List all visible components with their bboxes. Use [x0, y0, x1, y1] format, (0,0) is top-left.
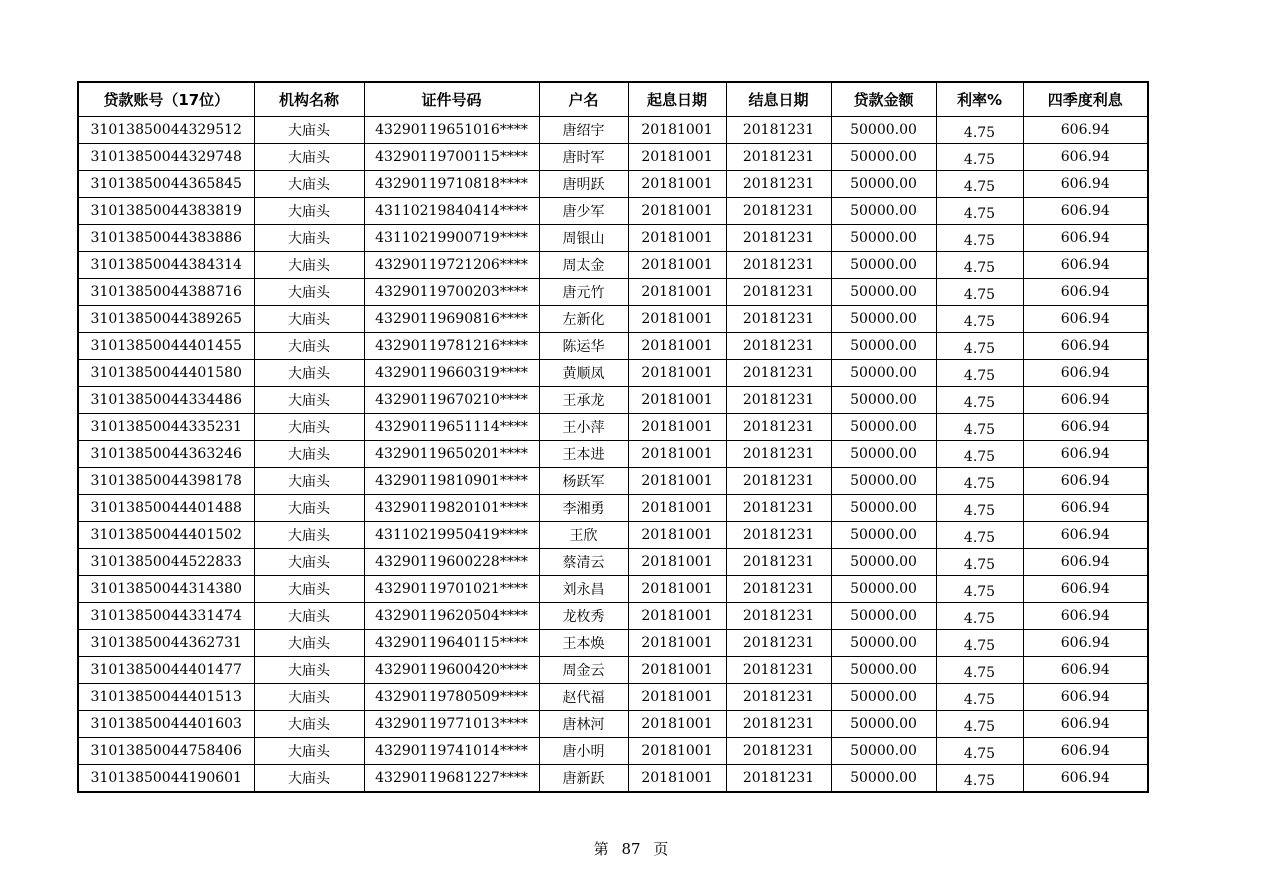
- q4-interest-cell: 606.94: [1023, 198, 1148, 225]
- account-number-cell: 31013850044401513: [78, 684, 254, 711]
- table-row: [78, 387, 1148, 414]
- start-date-cell: 20181001: [628, 333, 726, 360]
- loan-amount-cell: 50000.00: [831, 333, 936, 360]
- loan-amount-cell: 50000.00: [831, 684, 936, 711]
- id-number-cell: 43290119640115****: [364, 630, 539, 657]
- start-date-cell: 20181001: [628, 657, 726, 684]
- account-number-cell: 31013850044401603: [78, 711, 254, 738]
- id-number-cell: 43290119710818****: [364, 171, 539, 198]
- interest-rate-cell: [936, 252, 1023, 279]
- end-date-cell: 20181231: [726, 144, 831, 171]
- loan-amount-cell: 50000.00: [831, 468, 936, 495]
- loan-amount-cell: 50000.00: [831, 441, 936, 468]
- loan-amount-cell: 50000.00: [831, 738, 936, 765]
- start-date-cell: 20181001: [628, 360, 726, 387]
- q4-interest-cell: 606.94: [1023, 225, 1148, 252]
- page-label-prefix: 第: [593, 840, 609, 858]
- institution-cell: 大庙头: [254, 117, 364, 144]
- start-date-cell: 20181001: [628, 576, 726, 603]
- page-number: 87: [621, 840, 641, 858]
- account-number-cell: 31013850044329748: [78, 144, 254, 171]
- institution-cell: 大庙头: [254, 171, 364, 198]
- end-date-cell: 20181231: [726, 576, 831, 603]
- holder-name-cell: 周银山: [539, 225, 628, 252]
- interest-rate-value: 4.75: [963, 260, 996, 276]
- q4-interest-cell: 606.94: [1023, 738, 1148, 765]
- start-date-cell: 20181001: [628, 495, 726, 522]
- institution-cell: 大庙头: [254, 252, 364, 279]
- interest-rate-cell: [936, 306, 1023, 333]
- q4-interest-cell: 606.94: [1023, 144, 1148, 171]
- end-date-cell: 20181231: [726, 549, 831, 576]
- account-number-cell: 31013850044383819: [78, 198, 254, 225]
- id-number-cell: 43110219840414****: [364, 198, 539, 225]
- table-row: [78, 603, 1148, 630]
- institution-cell: 大庙头: [254, 576, 364, 603]
- loan-amount-cell: 50000.00: [831, 144, 936, 171]
- end-date-cell: 20181231: [726, 711, 831, 738]
- loan-interest-table: [77, 81, 1149, 793]
- q4-interest-cell: 606.94: [1023, 279, 1148, 306]
- table-row: [78, 117, 1148, 144]
- account-number-cell: 31013850044190601: [78, 765, 254, 793]
- q4-interest-cell: 606.94: [1023, 468, 1148, 495]
- holder-name-cell: 唐元竹: [539, 279, 628, 306]
- loan-amount-cell: 50000.00: [831, 765, 936, 793]
- id-number-cell: 43290119700115****: [364, 144, 539, 171]
- holder-name-cell: 王承龙: [539, 387, 628, 414]
- table-row: [78, 765, 1148, 793]
- interest-rate-cell: [936, 279, 1023, 306]
- end-date-cell: 20181231: [726, 684, 831, 711]
- table-row: [78, 333, 1148, 360]
- account-number-cell: 31013850044401477: [78, 657, 254, 684]
- start-date-cell: 20181001: [628, 279, 726, 306]
- institution-cell: 大庙头: [254, 144, 364, 171]
- interest-rate-cell: [936, 684, 1023, 711]
- holder-name-cell: 李湘勇: [539, 495, 628, 522]
- account-number-cell: 31013850044314380: [78, 576, 254, 603]
- interest-rate-cell: [936, 387, 1023, 414]
- interest-rate-value: 4.75: [963, 395, 996, 411]
- institution-cell: 大庙头: [254, 387, 364, 414]
- interest-rate-cell: [936, 333, 1023, 360]
- table-row: [78, 495, 1148, 522]
- interest-rate-cell: [936, 711, 1023, 738]
- holder-name-cell: 唐明跃: [539, 171, 628, 198]
- start-date-cell: 20181001: [628, 738, 726, 765]
- id-number-cell: 43290119670210****: [364, 387, 539, 414]
- interest-rate-value: 4.75: [963, 179, 996, 195]
- q4-interest-cell: 606.94: [1023, 684, 1148, 711]
- end-date-cell: 20181231: [726, 738, 831, 765]
- start-date-cell: 20181001: [628, 198, 726, 225]
- holder-name-cell: 王欣: [539, 522, 628, 549]
- interest-rate-cell: [936, 522, 1023, 549]
- interest-rate-value: 4.75: [963, 557, 996, 573]
- interest-rate-cell: [936, 738, 1023, 765]
- interest-rate-value: 4.75: [963, 584, 996, 600]
- interest-rate-cell: [936, 630, 1023, 657]
- header-q4-interest: 四季度利息: [1023, 82, 1148, 117]
- header-loan-amount: 贷款金额: [831, 82, 936, 117]
- interest-rate-value: 4.75: [963, 476, 996, 492]
- holder-name-cell: 刘永昌: [539, 576, 628, 603]
- end-date-cell: 20181231: [726, 225, 831, 252]
- end-date-cell: 20181231: [726, 387, 831, 414]
- interest-rate-cell: [936, 657, 1023, 684]
- start-date-cell: 20181001: [628, 549, 726, 576]
- institution-cell: 大庙头: [254, 765, 364, 793]
- table-row: [78, 630, 1148, 657]
- header-id-number: 证件号码: [364, 82, 539, 117]
- institution-cell: 大庙头: [254, 684, 364, 711]
- start-date-cell: 20181001: [628, 603, 726, 630]
- id-number-cell: 43110219900719****: [364, 225, 539, 252]
- account-number-cell: 31013850044398178: [78, 468, 254, 495]
- end-date-cell: 20181231: [726, 603, 831, 630]
- start-date-cell: 20181001: [628, 225, 726, 252]
- q4-interest-cell: 606.94: [1023, 549, 1148, 576]
- header-interest-rate: 利率%: [936, 82, 1023, 117]
- interest-rate-value: 4.75: [963, 341, 996, 357]
- loan-amount-cell: 50000.00: [831, 576, 936, 603]
- account-number-cell: 31013850044363246: [78, 441, 254, 468]
- institution-cell: 大庙头: [254, 495, 364, 522]
- q4-interest-cell: 606.94: [1023, 441, 1148, 468]
- interest-rate-cell: [936, 576, 1023, 603]
- start-date-cell: 20181001: [628, 117, 726, 144]
- id-number-cell: 43290119690816****: [364, 306, 539, 333]
- interest-rate-value: 4.75: [963, 233, 996, 249]
- id-number-cell: 43290119620504****: [364, 603, 539, 630]
- table-header-row: [78, 82, 1148, 117]
- holder-name-cell: 蔡清云: [539, 549, 628, 576]
- q4-interest-cell: 606.94: [1023, 576, 1148, 603]
- holder-name-cell: 黄顺凤: [539, 360, 628, 387]
- loan-amount-cell: 50000.00: [831, 360, 936, 387]
- institution-cell: 大庙头: [254, 657, 364, 684]
- holder-name-cell: 唐时军: [539, 144, 628, 171]
- account-number-cell: 31013850044384314: [78, 252, 254, 279]
- start-date-cell: 20181001: [628, 630, 726, 657]
- loan-amount-cell: 50000.00: [831, 549, 936, 576]
- q4-interest-cell: 606.94: [1023, 657, 1148, 684]
- start-date-cell: 20181001: [628, 387, 726, 414]
- institution-cell: 大庙头: [254, 738, 364, 765]
- id-number-cell: 43110219950419****: [364, 522, 539, 549]
- interest-rate-cell: [936, 603, 1023, 630]
- q4-interest-cell: 606.94: [1023, 414, 1148, 441]
- table-row: [78, 360, 1148, 387]
- table-row: [78, 468, 1148, 495]
- q4-interest-cell: 606.94: [1023, 360, 1148, 387]
- end-date-cell: 20181231: [726, 360, 831, 387]
- account-number-cell: 31013850044758406: [78, 738, 254, 765]
- table-row: [78, 657, 1148, 684]
- id-number-cell: 43290119651114****: [364, 414, 539, 441]
- id-number-cell: 43290119781216****: [364, 333, 539, 360]
- start-date-cell: 20181001: [628, 144, 726, 171]
- header-start-date: 起息日期: [628, 82, 726, 117]
- table-row: [78, 144, 1148, 171]
- account-number-cell: 31013850044401488: [78, 495, 254, 522]
- start-date-cell: 20181001: [628, 414, 726, 441]
- id-number-cell: 43290119721206****: [364, 252, 539, 279]
- account-number-cell: 31013850044401455: [78, 333, 254, 360]
- holder-name-cell: 陈运华: [539, 333, 628, 360]
- end-date-cell: 20181231: [726, 279, 831, 306]
- end-date-cell: 20181231: [726, 522, 831, 549]
- q4-interest-cell: 606.94: [1023, 306, 1148, 333]
- interest-rate-cell: [936, 171, 1023, 198]
- account-number-cell: 31013850044329512: [78, 117, 254, 144]
- table-row: [78, 711, 1148, 738]
- interest-rate-cell: [936, 549, 1023, 576]
- interest-rate-value: 4.75: [963, 422, 996, 438]
- q4-interest-cell: 606.94: [1023, 252, 1148, 279]
- id-number-cell: 43290119780509****: [364, 684, 539, 711]
- end-date-cell: 20181231: [726, 468, 831, 495]
- loan-amount-cell: 50000.00: [831, 657, 936, 684]
- q4-interest-cell: 606.94: [1023, 387, 1148, 414]
- loan-amount-cell: 50000.00: [831, 522, 936, 549]
- account-number-cell: 31013850044383886: [78, 225, 254, 252]
- loan-amount-cell: 50000.00: [831, 198, 936, 225]
- interest-rate-value: 4.75: [963, 206, 996, 222]
- institution-cell: 大庙头: [254, 549, 364, 576]
- account-number-cell: 31013850044334486: [78, 387, 254, 414]
- interest-rate-value: 4.75: [963, 314, 996, 330]
- id-number-cell: 43290119600420****: [364, 657, 539, 684]
- table-row: [78, 252, 1148, 279]
- q4-interest-cell: 606.94: [1023, 171, 1148, 198]
- end-date-cell: 20181231: [726, 630, 831, 657]
- interest-rate-value: 4.75: [963, 503, 996, 519]
- institution-cell: 大庙头: [254, 198, 364, 225]
- loan-amount-cell: 50000.00: [831, 495, 936, 522]
- holder-name-cell: 唐新跃: [539, 765, 628, 793]
- end-date-cell: 20181231: [726, 171, 831, 198]
- start-date-cell: 20181001: [628, 306, 726, 333]
- id-number-cell: 43290119651016****: [364, 117, 539, 144]
- loan-amount-cell: 50000.00: [831, 711, 936, 738]
- interest-rate-value: 4.75: [963, 611, 996, 627]
- start-date-cell: 20181001: [628, 171, 726, 198]
- table-row: [78, 279, 1148, 306]
- end-date-cell: 20181231: [726, 198, 831, 225]
- id-number-cell: 43290119820101****: [364, 495, 539, 522]
- end-date-cell: 20181231: [726, 306, 831, 333]
- interest-rate-cell: [936, 198, 1023, 225]
- loan-amount-cell: 50000.00: [831, 225, 936, 252]
- institution-cell: 大庙头: [254, 468, 364, 495]
- institution-cell: 大庙头: [254, 306, 364, 333]
- table-row: [78, 198, 1148, 225]
- id-number-cell: 43290119700203****: [364, 279, 539, 306]
- page-footer: [0, 838, 1262, 859]
- institution-cell: 大庙头: [254, 522, 364, 549]
- id-number-cell: 43290119660319****: [364, 360, 539, 387]
- interest-rate-value: 4.75: [963, 152, 996, 168]
- table-row: [78, 441, 1148, 468]
- loan-interest-sheet: [77, 81, 1149, 793]
- end-date-cell: 20181231: [726, 333, 831, 360]
- end-date-cell: 20181231: [726, 765, 831, 793]
- holder-name-cell: 王本焕: [539, 630, 628, 657]
- end-date-cell: 20181231: [726, 117, 831, 144]
- holder-name-cell: 杨跃军: [539, 468, 628, 495]
- q4-interest-cell: 606.94: [1023, 711, 1148, 738]
- interest-rate-cell: [936, 441, 1023, 468]
- account-number-cell: 31013850044362731: [78, 630, 254, 657]
- loan-amount-cell: 50000.00: [831, 117, 936, 144]
- end-date-cell: 20181231: [726, 441, 831, 468]
- interest-rate-value: 4.75: [963, 530, 996, 546]
- institution-cell: 大庙头: [254, 279, 364, 306]
- loan-amount-cell: 50000.00: [831, 171, 936, 198]
- institution-cell: 大庙头: [254, 603, 364, 630]
- interest-rate-value: 4.75: [963, 449, 996, 465]
- start-date-cell: 20181001: [628, 522, 726, 549]
- id-number-cell: 43290119810901****: [364, 468, 539, 495]
- holder-name-cell: 王本进: [539, 441, 628, 468]
- account-number-cell: 31013850044388716: [78, 279, 254, 306]
- q4-interest-cell: 606.94: [1023, 765, 1148, 793]
- account-number-cell: 31013850044401580: [78, 360, 254, 387]
- table-row: [78, 684, 1148, 711]
- table-row: [78, 171, 1148, 198]
- header-end-date: 结息日期: [726, 82, 831, 117]
- interest-rate-cell: [936, 117, 1023, 144]
- holder-name-cell: 唐绍宇: [539, 117, 628, 144]
- institution-cell: 大庙头: [254, 441, 364, 468]
- interest-rate-cell: [936, 495, 1023, 522]
- start-date-cell: 20181001: [628, 468, 726, 495]
- table-row: [78, 306, 1148, 333]
- loan-amount-cell: 50000.00: [831, 414, 936, 441]
- institution-cell: 大庙头: [254, 630, 364, 657]
- holder-name-cell: 唐林河: [539, 711, 628, 738]
- holder-name-cell: 龙枚秀: [539, 603, 628, 630]
- start-date-cell: 20181001: [628, 441, 726, 468]
- holder-name-cell: 周太金: [539, 252, 628, 279]
- account-number-cell: 31013850044365845: [78, 171, 254, 198]
- institution-cell: 大庙头: [254, 360, 364, 387]
- loan-amount-cell: 50000.00: [831, 603, 936, 630]
- interest-rate-value: 4.75: [963, 746, 996, 762]
- interest-rate-cell: [936, 468, 1023, 495]
- table-body: [78, 117, 1148, 793]
- q4-interest-cell: 606.94: [1023, 495, 1148, 522]
- institution-cell: 大庙头: [254, 414, 364, 441]
- table-row: [78, 549, 1148, 576]
- start-date-cell: 20181001: [628, 684, 726, 711]
- interest-rate-value: 4.75: [963, 287, 996, 303]
- interest-rate-cell: [936, 414, 1023, 441]
- interest-rate-value: 4.75: [963, 368, 996, 384]
- q4-interest-cell: 606.94: [1023, 522, 1148, 549]
- q4-interest-cell: 606.94: [1023, 630, 1148, 657]
- end-date-cell: 20181231: [726, 252, 831, 279]
- account-number-cell: 31013850044522833: [78, 549, 254, 576]
- loan-amount-cell: 50000.00: [831, 630, 936, 657]
- q4-interest-cell: 606.94: [1023, 117, 1148, 144]
- interest-rate-value: 4.75: [963, 665, 996, 681]
- institution-cell: 大庙头: [254, 333, 364, 360]
- table-row: [78, 522, 1148, 549]
- loan-amount-cell: 50000.00: [831, 306, 936, 333]
- loan-amount-cell: 50000.00: [831, 279, 936, 306]
- interest-rate-cell: [936, 225, 1023, 252]
- institution-cell: 大庙头: [254, 711, 364, 738]
- interest-rate-value: 4.75: [963, 125, 996, 141]
- loan-amount-cell: 50000.00: [831, 387, 936, 414]
- end-date-cell: 20181231: [726, 657, 831, 684]
- interest-rate-value: 4.75: [963, 773, 996, 789]
- end-date-cell: 20181231: [726, 414, 831, 441]
- holder-name-cell: 唐小明: [539, 738, 628, 765]
- id-number-cell: 43290119650201****: [364, 441, 539, 468]
- start-date-cell: 20181001: [628, 711, 726, 738]
- holder-name-cell: 王小萍: [539, 414, 628, 441]
- page-label-suffix: 页: [653, 840, 669, 858]
- q4-interest-cell: 606.94: [1023, 603, 1148, 630]
- id-number-cell: 43290119771013****: [364, 711, 539, 738]
- holder-name-cell: 左新化: [539, 306, 628, 333]
- interest-rate-cell: [936, 360, 1023, 387]
- id-number-cell: 43290119741014****: [364, 738, 539, 765]
- table-row: [78, 576, 1148, 603]
- table-row: [78, 414, 1148, 441]
- header-institution-name: 机构名称: [254, 82, 364, 117]
- end-date-cell: 20181231: [726, 495, 831, 522]
- account-number-cell: 31013850044401502: [78, 522, 254, 549]
- id-number-cell: 43290119600228****: [364, 549, 539, 576]
- table-row: [78, 225, 1148, 252]
- account-number-cell: 31013850044331474: [78, 603, 254, 630]
- account-number-cell: 31013850044335231: [78, 414, 254, 441]
- institution-cell: 大庙头: [254, 225, 364, 252]
- interest-rate-cell: [936, 144, 1023, 171]
- holder-name-cell: 周金云: [539, 657, 628, 684]
- account-number-cell: 31013850044389265: [78, 306, 254, 333]
- holder-name-cell: 唐少军: [539, 198, 628, 225]
- table-row: [78, 738, 1148, 765]
- id-number-cell: 43290119701021****: [364, 576, 539, 603]
- interest-rate-value: 4.75: [963, 692, 996, 708]
- header-account-number: 贷款账号（17位）: [78, 82, 254, 117]
- loan-amount-cell: 50000.00: [831, 252, 936, 279]
- interest-rate-value: 4.75: [963, 719, 996, 735]
- start-date-cell: 20181001: [628, 252, 726, 279]
- interest-rate-value: 4.75: [963, 638, 996, 654]
- holder-name-cell: 赵代福: [539, 684, 628, 711]
- interest-rate-cell: [936, 765, 1023, 793]
- id-number-cell: 43290119681227****: [364, 765, 539, 793]
- q4-interest-cell: 606.94: [1023, 333, 1148, 360]
- start-date-cell: 20181001: [628, 765, 726, 793]
- header-account-holder: 户名: [539, 82, 628, 117]
